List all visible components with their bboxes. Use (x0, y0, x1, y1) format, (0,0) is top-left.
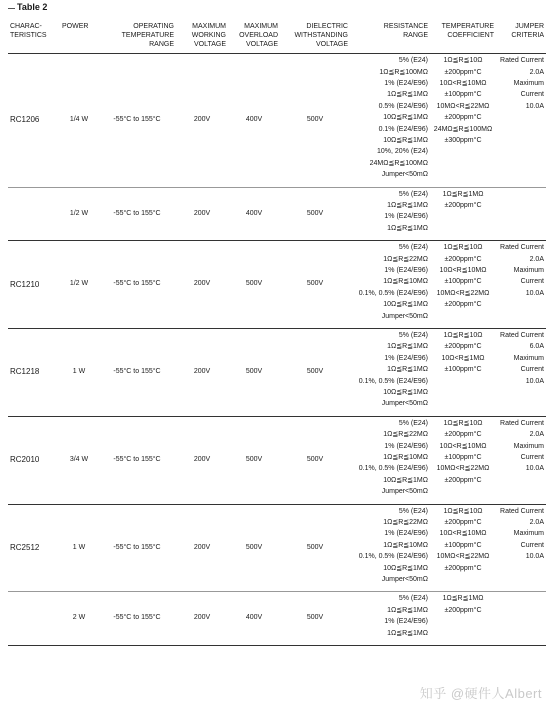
resistance-range-line: 1Ω≦R≦10MΩ (383, 278, 428, 286)
resistance-range-cell (350, 504, 430, 592)
temperature-coefficient-line: 24MΩ≦R≦100MΩ (433, 125, 493, 133)
temperature-coefficient-line: 10Ω<R≦10MΩ (439, 80, 487, 88)
resistance-range-cell (350, 54, 430, 187)
power-cell: 1/2 W (69, 209, 89, 217)
temperature-coefficient-line: ±100ppm°C (444, 366, 482, 374)
resistance-range-line: 1Ω≦R≦1MΩ (387, 366, 428, 374)
resistance-range-line: 1% (E24/E96) (384, 354, 428, 362)
temperature-coefficient-line: 1Ω≦R≦10Ω (443, 57, 483, 65)
temperature-coefficient-line: ±200ppm°C (444, 476, 482, 484)
temperature-coefficient-line: 10Ω<R≦1MΩ (441, 354, 485, 362)
power-cell: 1/4 W (69, 116, 89, 124)
resistance-range-cell (350, 592, 430, 646)
jumper-criteria-line: Rated Current (500, 57, 544, 65)
header-line: CHARAC- (10, 23, 42, 30)
operating-temperature-cell: -55°C to 155°C (113, 368, 161, 376)
resistance-range-line: 5% (E24) (398, 419, 428, 427)
temperature-coefficient-line: ±100ppm°C (444, 278, 482, 286)
characteristics-cell: RC2010 (10, 455, 40, 465)
resistance-range-line: 1Ω≦R≦1MΩ (387, 202, 428, 210)
header-line: DIELECTRIC (306, 23, 348, 30)
resistance-range-line: 0.1% (E24/E96) (378, 125, 428, 133)
header-line: MAXIMUM (192, 23, 226, 30)
table-row (8, 592, 546, 646)
resistance-range-line: 1Ω≦R≦1MΩ (387, 606, 428, 614)
overload-voltage-cell: 500V (245, 368, 263, 376)
power-cell: 1 W (72, 368, 86, 376)
temperature-coefficient-cell (430, 592, 496, 646)
resistance-range-line: Jumper<50mΩ (381, 575, 428, 583)
temperature-coefficient-cell (430, 504, 496, 592)
watermark: 知乎 @硬件人Albert (419, 686, 542, 701)
header-operating-temperature (98, 19, 176, 54)
temperature-coefficient-line: ±200ppm°C (444, 431, 482, 439)
resistance-range-line: 1% (E24/E96) (384, 442, 428, 450)
header-jumper-criteria (496, 19, 546, 54)
jumper-criteria-line: Current (520, 454, 544, 461)
jumper-criteria-line: Maximum (513, 530, 544, 538)
temperature-coefficient-line: ±200ppm°C (444, 606, 482, 614)
jumper-criteria-line: 2.0A (529, 519, 544, 527)
power-cell: 2 W (72, 614, 86, 622)
resistance-range-cell (350, 416, 430, 504)
overload-voltage-cell: 500V (245, 280, 263, 288)
header-line: RANGE (149, 40, 174, 48)
resistance-range-line: 1Ω≦R≦22MΩ (383, 431, 428, 439)
resistance-range-line: 10Ω≦R≦1MΩ (383, 114, 428, 122)
resistance-range-line: 10Ω≦R≦1MΩ (383, 564, 428, 572)
overload-voltage-cell: 400V (245, 614, 263, 622)
resistance-range-line: 0.5% (E24/E96) (378, 102, 428, 110)
header-temperature-coefficient (430, 19, 496, 54)
header-line: CRITERIA (511, 31, 544, 39)
resistance-range-line: 1Ω≦R≦10MΩ (383, 541, 428, 549)
header-line: POWER (62, 23, 89, 30)
temperature-coefficient-line: 1Ω≦R≦10Ω (443, 507, 483, 515)
power-cell: 1/2 W (69, 280, 89, 288)
operating-temperature-cell: -55°C to 155°C (113, 543, 161, 551)
header-line: JUMPER (515, 23, 544, 30)
overload-voltage-cell: 500V (245, 455, 263, 463)
header-working-voltage (176, 19, 228, 54)
dielectric-voltage-cell: 500V (306, 209, 324, 217)
temperature-coefficient-line: ±200ppm°C (444, 343, 482, 351)
jumper-criteria-cell (496, 592, 546, 646)
dielectric-voltage-cell: 500V (306, 368, 324, 376)
jumper-criteria-cell (496, 187, 546, 241)
resistance-range-line: 0.1%, 0.5% (E24/E96) (358, 377, 428, 385)
resistance-range-line: 1Ω≦R≦1MΩ (387, 343, 428, 351)
resistance-range-line: Jumper<50mΩ (381, 400, 428, 408)
resistance-range-line: 0.1%, 0.5% (E24/E96) (358, 553, 428, 561)
header-row (8, 19, 546, 54)
jumper-criteria-line: Rated Current (500, 332, 544, 340)
dielectric-voltage-cell: 500V (306, 614, 324, 622)
temperature-coefficient-cell (430, 329, 496, 417)
header-dielectric-voltage (280, 19, 350, 54)
overload-voltage-cell: 500V (245, 543, 263, 551)
table-row (8, 187, 546, 241)
temperature-coefficient-line: ±200ppm°C (444, 519, 482, 527)
jumper-criteria-line: Maximum (513, 267, 544, 275)
power-cell: 1 W (72, 543, 86, 551)
resistance-range-line: 10%, 20% (E24) (377, 148, 428, 156)
temperature-coefficient-line: ±100ppm°C (444, 91, 482, 99)
header-resistance-range (350, 19, 430, 54)
temperature-coefficient-line: 10MΩ<R≦22MΩ (436, 289, 490, 297)
working-voltage-cell: 200V (193, 614, 211, 622)
resistance-range-line: 5% (E24) (398, 57, 428, 65)
temperature-coefficient-line: 1Ω≦R≦10Ω (443, 332, 483, 340)
header-line: WORKING (191, 31, 226, 39)
header-line: RANGE (403, 31, 428, 39)
temperature-coefficient-line: 10MΩ<R≦22MΩ (436, 553, 490, 561)
title-rule (8, 8, 15, 9)
resistance-range-line: 5% (E24) (398, 507, 428, 515)
header-line: OPERATING (133, 23, 174, 30)
dielectric-voltage-cell: 500V (306, 280, 324, 288)
temperature-coefficient-line: 10MΩ<R≦22MΩ (436, 102, 490, 110)
jumper-criteria-line: Current (520, 91, 544, 99)
jumper-criteria-line: 10.0A (525, 289, 544, 297)
jumper-criteria-cell (496, 241, 546, 329)
operating-temperature-cell: -55°C to 155°C (113, 209, 161, 217)
temperature-coefficient-cell (430, 187, 496, 241)
power-cell: 3/4 W (69, 455, 89, 463)
dielectric-voltage-cell: 500V (306, 455, 324, 463)
jumper-criteria-line: 2.0A (529, 255, 544, 263)
temperature-coefficient-line: 1Ω≦R≦1MΩ (442, 190, 484, 198)
jumper-criteria-cell (496, 416, 546, 504)
temperature-coefficient-line: ±200ppm°C (444, 564, 482, 572)
resistance-range-line: 0.1%, 0.5% (E24/E96) (358, 289, 428, 297)
working-voltage-cell: 200V (193, 368, 211, 376)
resistance-range-line: 1Ω≦R≦1MΩ (387, 91, 428, 99)
resistance-range-line: 5% (E24) (398, 190, 428, 198)
resistance-range-line: 0.1%, 0.5% (E24/E96) (358, 465, 428, 473)
temperature-coefficient-line: ±300ppm°C (444, 136, 482, 144)
temperature-coefficient-line: ±200ppm°C (444, 255, 482, 263)
jumper-criteria-line: Rated Current (500, 419, 544, 427)
header-power (60, 19, 98, 54)
header-line: VOLTAGE (193, 40, 226, 48)
jumper-criteria-line: Maximum (513, 80, 544, 88)
resistance-range-line: 1% (E24/E96) (384, 530, 428, 538)
resistance-range-line: 1Ω≦R≦1MΩ (387, 629, 428, 637)
header-line: VOLTAGE (315, 40, 348, 48)
temperature-coefficient-line: 10MΩ<R≦22MΩ (436, 465, 490, 473)
header-line: WITHSTANDING (294, 31, 348, 39)
table-row (8, 329, 546, 417)
table-body (8, 54, 546, 646)
header-line: VOLTAGE (245, 40, 278, 48)
characteristics-cell: RC1210 (10, 279, 40, 289)
working-voltage-cell: 200V (193, 455, 211, 463)
header-characteristics (8, 19, 60, 54)
resistance-range-cell (350, 241, 430, 329)
resistance-range-line: 1Ω≦R≦1MΩ (387, 224, 428, 232)
jumper-criteria-line: Rated Current (500, 244, 544, 252)
jumper-criteria-line: Current (520, 541, 544, 549)
characteristics-cell (8, 187, 60, 241)
temperature-coefficient-cell (430, 416, 496, 504)
resistance-range-line: 24MΩ≦R≦100MΩ (369, 159, 428, 167)
operating-temperature-cell: -55°C to 155°C (113, 455, 161, 463)
resistance-range-line: 5% (E24) (398, 244, 428, 252)
jumper-criteria-line: 6.0A (529, 343, 544, 351)
operating-temperature-cell: -55°C to 155°C (113, 116, 161, 124)
header-line: MAXIMUM (244, 23, 278, 30)
resistance-range-cell (350, 329, 430, 417)
resistance-range-line: 1Ω≦R≦100MΩ (379, 68, 428, 76)
working-voltage-cell: 200V (193, 280, 211, 288)
table-title: Table 2 (17, 2, 48, 12)
overload-voltage-cell: 400V (245, 116, 263, 124)
dielectric-voltage-cell: 500V (306, 543, 324, 551)
resistance-range-line: 1% (E24/E96) (384, 618, 428, 626)
characteristics-cell: RC2512 (10, 543, 40, 553)
temperature-coefficient-line: 10Ω<R≦10MΩ (439, 530, 487, 538)
specifications-table (8, 19, 546, 646)
temperature-coefficient-line: ±200ppm°C (444, 114, 482, 122)
temperature-coefficient-line: 1Ω≦R≦10Ω (443, 244, 483, 252)
resistance-range-line: 10Ω≦R≦1MΩ (383, 301, 428, 309)
operating-temperature-cell: -55°C to 155°C (113, 280, 161, 288)
characteristics-cell: RC1218 (10, 367, 40, 377)
jumper-criteria-line: Maximum (513, 354, 544, 362)
table-row (8, 504, 546, 592)
header-overload-voltage (228, 19, 280, 54)
header-line: TEMPERATURE (121, 31, 174, 39)
temperature-coefficient-line: 1Ω≦R≦10Ω (443, 419, 483, 427)
dielectric-voltage-cell: 500V (306, 116, 324, 124)
jumper-criteria-line: Maximum (513, 442, 544, 450)
temperature-coefficient-line: ±100ppm°C (444, 454, 482, 461)
temperature-coefficient-line: 1Ω≦R≦1MΩ (442, 595, 484, 603)
resistance-range-line: Jumper<50mΩ (381, 312, 428, 320)
working-voltage-cell: 200V (193, 543, 211, 551)
resistance-range-line: 10Ω≦R≦1MΩ (383, 476, 428, 484)
resistance-range-line: 1% (E24/E96) (384, 80, 428, 88)
jumper-criteria-line: 2.0A (529, 68, 544, 76)
resistance-range-line: Jumper<50mΩ (381, 488, 428, 496)
characteristics-cell (8, 592, 60, 646)
jumper-criteria-cell (496, 329, 546, 417)
temperature-coefficient-cell (430, 54, 496, 187)
jumper-criteria-line: 10.0A (525, 465, 544, 473)
resistance-range-line: 10Ω≦R≦1MΩ (383, 388, 428, 396)
jumper-criteria-line: Current (520, 366, 544, 374)
jumper-criteria-line: 10.0A (525, 553, 544, 561)
resistance-range-line: 5% (E24) (398, 332, 428, 340)
resistance-range-cell (350, 187, 430, 241)
jumper-criteria-line: Rated Current (500, 507, 544, 515)
jumper-criteria-cell (496, 504, 546, 592)
table-row (8, 241, 546, 329)
temperature-coefficient-line: ±200ppm°C (444, 301, 482, 309)
resistance-range-line: 1Ω≦R≦10MΩ (383, 454, 428, 461)
temperature-coefficient-line: 10Ω<R≦10MΩ (439, 442, 487, 450)
jumper-criteria-line: 2.0A (529, 431, 544, 439)
resistance-range-line: 1Ω≦R≦22MΩ (383, 519, 428, 527)
resistance-range-line: 5% (E24) (398, 595, 428, 603)
working-voltage-cell: 200V (193, 209, 211, 217)
working-voltage-cell: 200V (193, 116, 211, 124)
overload-voltage-cell: 400V (245, 209, 263, 217)
operating-temperature-cell: -55°C to 155°C (113, 614, 161, 622)
jumper-criteria-cell (496, 54, 546, 187)
temperature-coefficient-line: ±200ppm°C (444, 68, 482, 76)
resistance-range-line: 1Ω≦R≦22MΩ (383, 255, 428, 263)
temperature-coefficient-line: ±100ppm°C (444, 541, 482, 549)
table-row (8, 54, 546, 187)
temperature-coefficient-line: ±200ppm°C (444, 202, 482, 210)
temperature-coefficient-line: 10Ω<R≦10MΩ (439, 267, 487, 275)
table-row (8, 416, 546, 504)
jumper-criteria-line: 10.0A (525, 102, 544, 110)
resistance-range-line: Jumper<50mΩ (381, 171, 428, 179)
resistance-range-line: 1% (E24/E96) (384, 213, 428, 221)
jumper-criteria-line: 10.0A (525, 377, 544, 385)
header-line: RESISTANCE (383, 23, 428, 30)
header-line: TERISTICS (10, 31, 47, 39)
characteristics-cell: RC1206 (10, 115, 40, 125)
resistance-range-line: 1% (E24/E96) (384, 267, 428, 275)
header-line: OVERLOAD (239, 31, 278, 39)
jumper-criteria-line: Current (520, 278, 544, 286)
header-line: TEMPERATURE (441, 23, 494, 30)
temperature-coefficient-cell (430, 241, 496, 329)
header-line: COEFFICIENT (447, 31, 494, 39)
resistance-range-line: 10Ω≦R≦1MΩ (383, 136, 428, 144)
